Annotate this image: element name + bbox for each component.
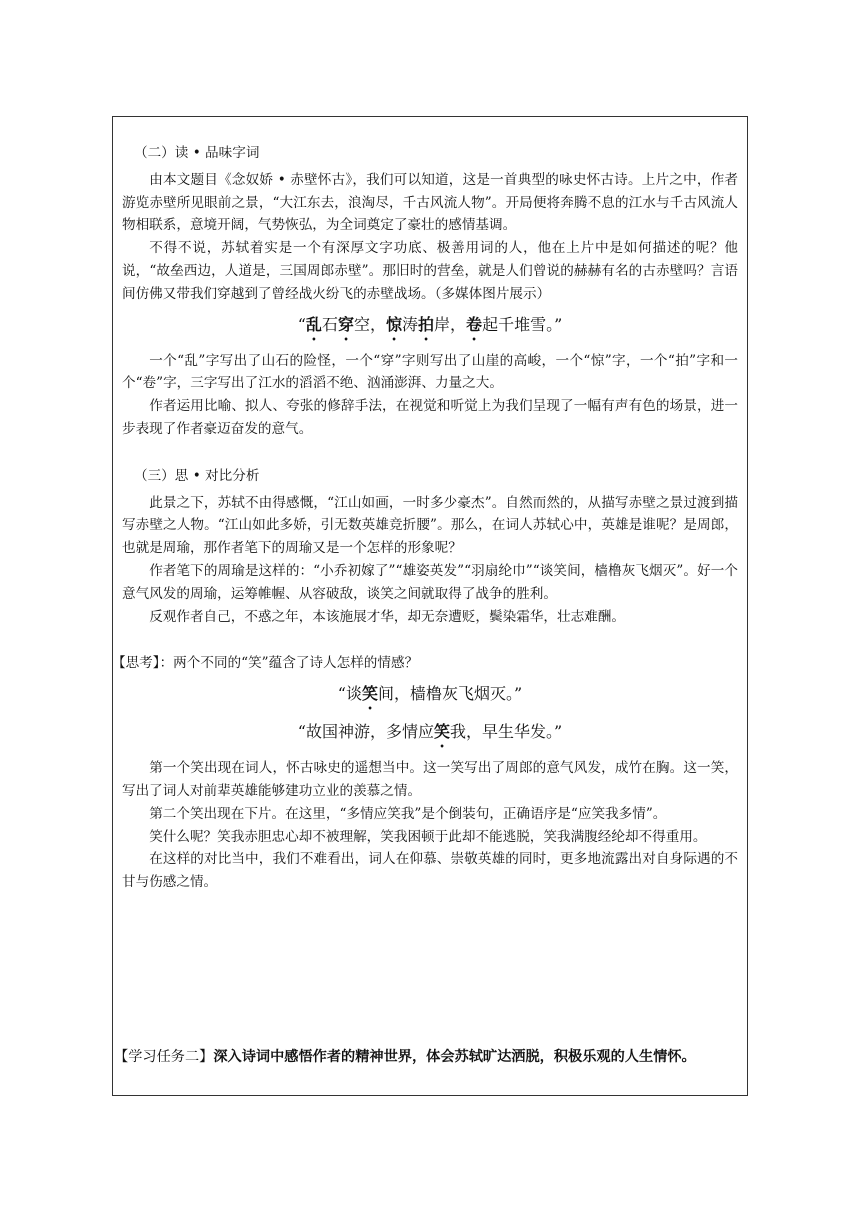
quote-text: 石 bbox=[321, 314, 338, 334]
task-description: 深入诗词中感悟作者的精神世界，体会苏轼旷达洒脱，积极乐观的人生情怀。 bbox=[213, 1049, 696, 1065]
paragraph: 作者笔下的周瑜是这样的：“小乔初嫁了”“雄姿英发”“羽扇纶巾”“谈笑间，樯橹灰飞烟灭”。好一个意气风发的周瑜，运筹帷幄、从容破敌，谈笑之间就取得了战争的胜利。 bbox=[122, 562, 738, 602]
spacer bbox=[122, 441, 738, 465]
emphasized-char: 笑 bbox=[361, 684, 378, 704]
learning-task-two bbox=[114, 1046, 746, 1068]
quote-text: “谈 bbox=[337, 684, 362, 704]
poem-quote-line bbox=[122, 312, 738, 344]
poem-quote-line bbox=[122, 719, 738, 751]
quote-text: 间，樯橹灰飞烟灭。” bbox=[378, 684, 523, 704]
paragraph: 作者运用比喻、拟人、夸张的修辞手法，在视觉和听觉上为我们呈现了一幅有声有色的场景，进一步表现了作者豪迈奋发的意气。 bbox=[122, 398, 738, 437]
quote-text: “故国神游，多情应 bbox=[297, 722, 434, 742]
poem-quote-line bbox=[122, 681, 738, 713]
paragraph: 笑什么呢？笑我赤胆忠心却不被理解，笑我困顿于此却不能逃脱，笑我满腹经纶却不得重用。 bbox=[149, 828, 707, 845]
paragraph: 在这样的对比当中，我们不难看出，词人在仰慕、崇敬英雄的同时，更多地流露出对自身际遇的不甘与伤感之情。 bbox=[122, 851, 738, 891]
think-label: 【思考】： bbox=[112, 655, 174, 672]
paragraph: 不得不说，苏轼着实是一个有深厚文字功底、极善用词的人，他在上片中是如何描述的呢？他说，“故垒西边，人道是，三国周郎赤壁”。那旧时的营垒，就是人们曾说的赫赫有名的古赤壁吗？言语间仿佛又带我们穿越到了曾经战火纷飞的赤壁战场。（多媒体图片展示） bbox=[122, 240, 738, 302]
section-heading-read: （二）读 • 品味字词 bbox=[134, 145, 260, 161]
emphasized-char: 拍 bbox=[418, 314, 435, 334]
paragraph: 反观作者自己，不惑之年，本该施展才华，却无奈遭贬，鬓染霜华，壮志难酬。 bbox=[149, 608, 625, 625]
task-label: 【学习任务二】 bbox=[114, 1049, 214, 1065]
emphasized-char: 卷 bbox=[466, 314, 483, 334]
paragraph: 由本文题目《念奴娇 • 赤壁怀古》，我们可以知道，这是一首典型的咏史怀古诗。上片之中，作者游览赤壁所见眼前之景，“大江东去，浪淘尽，千古风流人物”。开局便将奔腾不息的江水与千古风流人物相联系，意境开阔，气势恢弘，为全词奠定了豪壮的感情基调。 bbox=[122, 171, 738, 234]
paragraph: 一个“乱”字写出了山石的险怪，一个“穿”字则写出了山崖的高峻，一个“惊”字，一个“拍”字和一个“卷”字，三字写出了江水的滔滔不绝、汹涌澎湃、力量之大。 bbox=[122, 352, 738, 392]
paragraph: 第二个笑出现在下片。在这里，“多情应笑我”是个倒装句，正确语序是“应笑我多情”。 bbox=[149, 805, 667, 822]
paragraph: 此景之下，苏轼不由得感慨，“江山如画，一时多少豪杰”。自然而然的，从描写赤壁之景过渡到描写赤壁之人物。“江山如此多娇，引无数英雄竞折腰”。那么，在词人苏轼心中，英雄是谁呢？是周郎，也就是周瑜，那作者笔下的周瑜又是一个怎样的形象呢？ bbox=[122, 494, 738, 557]
paragraph: 第一个笑出现在词人，怀古咏史的遥想当中。这一笑写出了周郎的意气风发，成竹在胸。这一笑，写出了词人对前辈英雄能够建功立业的羡慕之情。 bbox=[122, 760, 738, 799]
think-question-text: 两个不同的“笑”蕴含了诗人怎样的情感？ bbox=[173, 655, 419, 672]
quote-text: “ bbox=[297, 314, 306, 334]
quote-text: 空， bbox=[353, 314, 386, 334]
quote-text: 岸， bbox=[434, 314, 467, 334]
emphasized-char: 笑 bbox=[433, 722, 450, 742]
emphasized-char: 穿 bbox=[337, 314, 354, 334]
document-body bbox=[112, 142, 738, 894]
quote-text: 涛 bbox=[402, 314, 419, 334]
emphasized-char: 乱 bbox=[305, 314, 322, 334]
spacer bbox=[122, 628, 738, 652]
think-question bbox=[112, 652, 738, 675]
quote-text: 我，早生华发。” bbox=[450, 722, 563, 742]
emphasized-char: 惊 bbox=[385, 314, 402, 334]
section-heading-think: （三）思 • 对比分析 bbox=[134, 467, 260, 484]
quote-text: 起千堆雪。” bbox=[482, 314, 563, 334]
